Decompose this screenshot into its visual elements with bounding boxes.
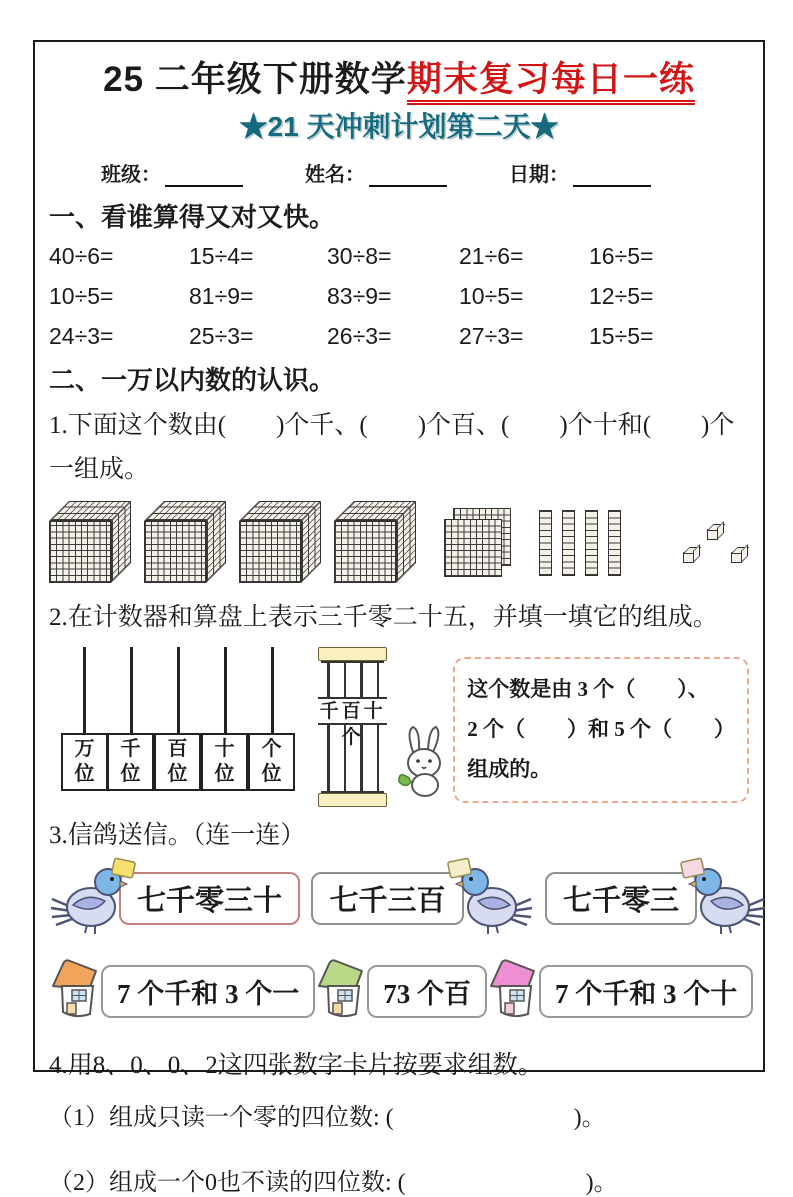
place-label-box: [61, 733, 108, 791]
student-info-row: [101, 158, 749, 187]
question1-line1: 1.下面这个数由( )个千、( )个百、( )个十和( )个: [49, 412, 735, 439]
counter-rod: [271, 647, 274, 733]
q4-item2-prefix: （2）组成一个0也不读的四位数: (: [49, 1170, 406, 1196]
question4-text: 4.用8、0、0、2这四张数字卡片按要求组数。: [49, 1052, 543, 1079]
ten-rod-icon: [608, 510, 621, 576]
pigeon-tag-item: [545, 857, 767, 940]
place-label-box: [154, 733, 201, 791]
unit-cube-icon: [731, 552, 742, 563]
house-matching-row: [49, 956, 749, 1027]
unit-cube-icon: [707, 529, 718, 540]
counter-rod: [177, 647, 180, 733]
question4-item2: [49, 1162, 749, 1197]
question4-item1: [49, 1097, 749, 1132]
number-word-tag: [545, 872, 697, 925]
problem: 10÷5=: [49, 283, 114, 309]
tag-label: 7 个千和 3 个十: [555, 979, 738, 1009]
place-label: 十位: [214, 738, 235, 785]
pigeon-tag-item: [311, 857, 533, 940]
name-blank: [369, 165, 447, 187]
pigeon-icon: [448, 857, 534, 940]
tag-label: 7 个千和 3 个一: [117, 979, 300, 1009]
tag-label: 七千三百: [329, 885, 446, 917]
abacus-beam-label: 千百十个: [318, 697, 387, 725]
house-icon: [49, 956, 113, 1027]
page-title: [49, 52, 749, 102]
class-label: 班级：: [101, 164, 161, 186]
problem: 16÷5=: [589, 243, 654, 269]
rabbit-icon: [397, 724, 451, 805]
abacus: [318, 647, 387, 807]
abacus-rod: [377, 663, 380, 791]
place-label: 百位: [167, 738, 188, 785]
problem: 15÷4=: [189, 243, 254, 269]
date-field: [509, 158, 651, 187]
place-label: 千位: [120, 738, 141, 785]
place-label-box: [248, 733, 295, 791]
problem: 25÷3=: [189, 323, 254, 349]
composition-line3: 组成的。: [467, 756, 552, 781]
problem: 26÷3=: [327, 323, 392, 349]
counter-rod: [83, 647, 86, 733]
problem: 21÷6=: [459, 243, 524, 269]
abacus-top-bar: [318, 647, 387, 661]
envelope-icon: [447, 858, 471, 878]
section1-heading: 一、看谁算得又对又快。: [49, 203, 336, 232]
house-icon: [315, 956, 379, 1027]
tag-label: 73 个百: [383, 979, 471, 1009]
abacus-bottom-bar: [318, 793, 387, 807]
problem: 15÷5=: [589, 323, 654, 349]
base-ten-blocks: [49, 497, 749, 589]
place-value-counter: [61, 647, 296, 791]
tag-label: 七千零三: [562, 885, 679, 917]
title-black: 25 二年级下册数学: [103, 60, 407, 99]
date-label: 日期：: [509, 164, 569, 186]
q4-item2-suffix: )。: [585, 1170, 618, 1196]
pigeon-icon: [681, 857, 767, 940]
composition-line2: 2 个（ ）和 5 个（ ）: [467, 716, 735, 741]
division-problems: [49, 243, 749, 350]
section2-heading: 二、一万以内数的认识。: [49, 366, 336, 395]
house-tag-item: [49, 956, 315, 1027]
problem: 24÷3=: [49, 323, 114, 349]
number-word-tag: [311, 872, 463, 925]
class-field: [101, 158, 243, 187]
ten-rod-icon: [585, 510, 598, 576]
worksheet-page: [33, 40, 765, 1196]
ten-rod-icon: [539, 510, 552, 576]
thousand-cube-icon: [239, 501, 323, 585]
unit-cube-icon: [683, 552, 694, 563]
number-expression-tag: [367, 965, 487, 1018]
q4-item1-suffix: )。: [573, 1105, 606, 1131]
question3-text: 3.信鸽送信。（连一连）: [49, 822, 306, 849]
counter-rod: [224, 647, 227, 733]
problem: 27÷3=: [459, 323, 524, 349]
thousand-cube-icon: [49, 501, 133, 585]
place-label-box: [107, 733, 154, 791]
number-expression-tag: [539, 965, 753, 1018]
thousand-cube-icon: [144, 501, 228, 585]
problem: 30÷8=: [327, 243, 392, 269]
envelope-icon: [112, 858, 136, 878]
date-blank: [573, 165, 651, 187]
name-label: 姓名：: [305, 164, 365, 186]
composition-box: [453, 657, 749, 803]
house-icon: [487, 956, 551, 1027]
question2-text: 2.在计数器和算盘上表示三千零二十五，并填一填它的组成。: [49, 604, 718, 631]
page-subtitle: ★21 天冲刺计划第二天★: [239, 111, 559, 142]
problem: 81÷9=: [189, 283, 254, 309]
thousand-cube-icon: [334, 501, 418, 585]
pigeon-icon: [49, 857, 135, 940]
title-red: 期末复习每日一练: [407, 60, 695, 105]
q4-item1-prefix: （1）组成只读一个零的四位数: (: [49, 1105, 394, 1131]
composition-line1: 这个数是由 3 个（ ）、: [467, 677, 709, 701]
hundred-flat-icon: [444, 519, 502, 577]
problem: 10÷5=: [459, 283, 524, 309]
ten-rods: [539, 510, 621, 576]
pigeon-matching-row: [49, 857, 749, 940]
counter-abacus-row: [49, 647, 749, 807]
problem: 12÷5=: [589, 283, 654, 309]
problem: 40÷6=: [49, 243, 114, 269]
thousand-cubes: [49, 501, 418, 585]
place-label-box: [201, 733, 248, 791]
tag-label: 七千零三十: [137, 885, 283, 917]
place-label: 万位: [74, 738, 95, 785]
number-word-tag: [119, 872, 300, 925]
pigeon-tag-item: [49, 857, 300, 940]
name-field: [305, 158, 447, 187]
question1-line2: 一组成。: [49, 456, 150, 483]
unit-cubes: [683, 524, 749, 563]
counter-rod: [130, 647, 133, 733]
house-tag-item: [315, 956, 487, 1027]
ten-rod-icon: [562, 510, 575, 576]
number-expression-tag: [101, 965, 315, 1018]
place-label: 个位: [261, 738, 282, 785]
abacus-rod: [327, 663, 330, 791]
problem: 83÷9=: [327, 283, 392, 309]
hundred-flats: [444, 504, 499, 582]
class-blank: [165, 165, 243, 187]
house-tag-item: [487, 956, 753, 1027]
envelope-icon: [681, 858, 705, 878]
